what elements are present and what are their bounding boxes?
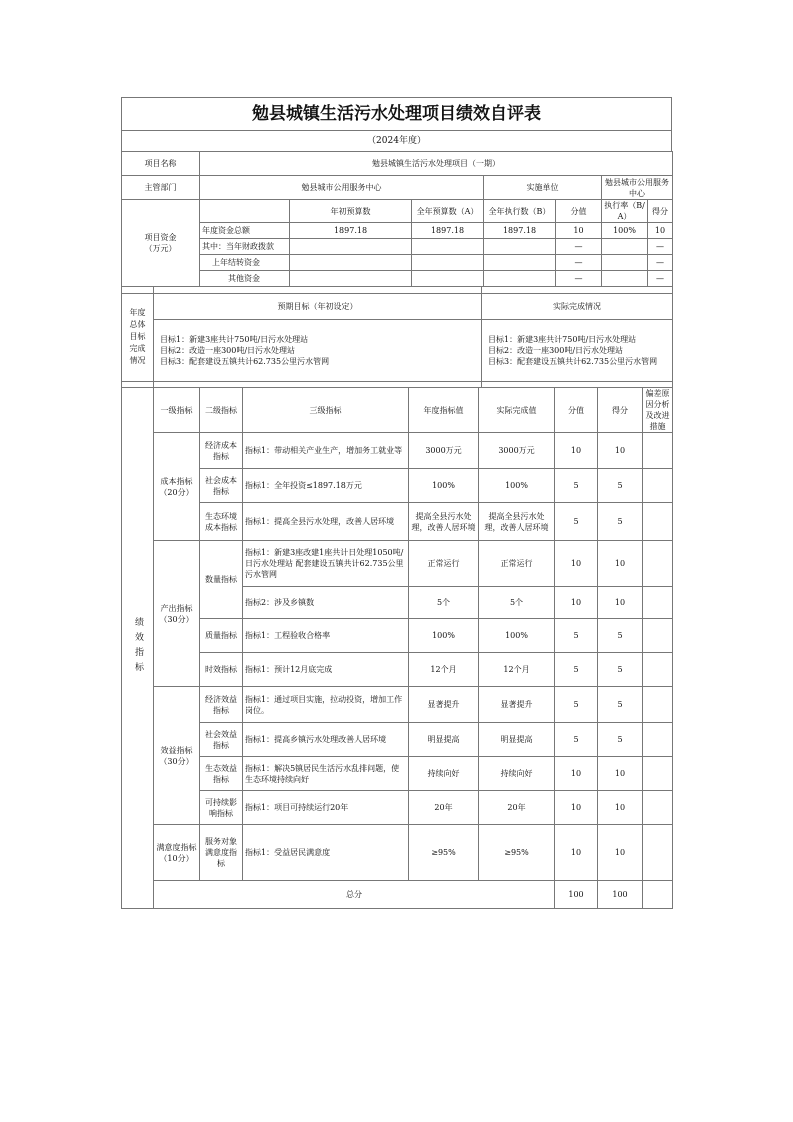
table-row: 可持续影响指标 指标1：项目可持续运行20年 20年 20年 10 10: [122, 791, 673, 825]
total-row: [122, 881, 673, 909]
header-score-value: 分值: [555, 388, 598, 433]
document-title: 勉县城镇生活污水处理项目绩效自评表: [121, 97, 672, 130]
funds-row: 上年结转资金 — —: [122, 255, 673, 271]
project-name-value: 勉县城镇生活污水处理项目（一期）: [200, 152, 673, 176]
table-row: 社会成本指标 指标1：全年投资≤1897.18万元 100% 100% 5 5: [122, 469, 673, 503]
funds-label: 项目资金 （万元）: [122, 200, 200, 287]
goals-table: [121, 287, 673, 387]
total-score: 100: [598, 881, 643, 909]
header-level3: 三级指标: [243, 388, 409, 433]
table-row: 指标2：涉及乡镇数 5个 5个 10 10: [122, 587, 673, 619]
year-label: （2024年度）: [121, 130, 672, 151]
funds-row: 其中：当年财政拨款 — —: [122, 239, 673, 255]
funds-header-score-value: 分值: [556, 200, 602, 223]
dept-label: 主管部门: [122, 176, 200, 200]
header-deviation: 偏差原因分析及改进措施: [643, 388, 673, 433]
indicators-section-label: 绩效指标: [122, 388, 154, 909]
total-score-value: 100: [555, 881, 598, 909]
header-level2: 二级指标: [200, 388, 243, 433]
level1-benefit: 效益指标（30分）: [154, 687, 200, 825]
actual-goals: 目标1：新建3座共计750吨/日污水处理站 目标2：改造一座300吨/日污水处理站 目标3：配套建设五镇共计62.735公里污水管网: [482, 319, 673, 381]
impl-label: 实施单位: [484, 176, 602, 200]
table-row: 成本指标（20分） 经济成本指标 指标1：带动相关产业生产，增加务工就业等 3000万元 3000万元 10 10: [122, 433, 673, 469]
funds-header-annual: 全年预算数（A）: [412, 200, 484, 223]
level1-output: 产出指标（30分）: [154, 541, 200, 687]
table-row: 生态效益指标 指标1：解决5镇居民生活污水乱排问题，使生态环境持续向好 持续向好 持续向好 10 10: [122, 757, 673, 791]
project-name-label: 项目名称: [122, 152, 200, 176]
project-info-table: [121, 151, 673, 287]
table-row: 产出指标（30分） 数量指标 指标1：新建3座改建1座共计日处理1050吨/日污水处理站 配套建设五镇共计62.735公里污水管网 正常运行 正常运行 10 10: [122, 541, 673, 587]
evaluation-sheet: [121, 97, 672, 909]
table-row: 质量指标 指标1：工程验收合格率 100% 100% 5 5: [122, 619, 673, 653]
level1-cost: 成本指标（20分）: [154, 433, 200, 541]
table-row: 效益指标（30分） 经济效益指标 指标1：通过项目实施，拉动投资，增加工作岗位。 显著提升 显著提升 5 5: [122, 687, 673, 723]
funds-header-score: 得分: [648, 200, 673, 223]
indicators-table: [121, 387, 673, 909]
header-score: 得分: [598, 388, 643, 433]
expected-goals: 目标1：新建3座共计750吨/日污水处理站 目标2：改造一座300吨/日污水处理站 目标3：配套建设五镇共计62.735公里污水管网: [154, 319, 482, 381]
funds-header-exec: 全年执行数（B）: [484, 200, 556, 223]
funds-header-rate: 执行率（B/A）: [602, 200, 648, 223]
funds-header-blank: [200, 200, 290, 223]
header-actual: 实际完成值: [479, 388, 555, 433]
funds-row: 年度资金总额 1897.18 1897.18 1897.18 10 100% 10: [122, 223, 673, 239]
total-label: 总分: [154, 881, 555, 909]
dept-value: 勉县城市公用服务中心: [200, 176, 484, 200]
expected-goals-header: 预期目标（年初设定）: [154, 293, 482, 319]
goals-label: 年度总体目标完成情况: [122, 293, 154, 381]
table-row: 满意度指标（10分） 服务对象满意度指标 指标1：受益居民满意度 ≥95% ≥95% 10 10: [122, 825, 673, 881]
level1-satisfaction: 满意度指标（10分）: [154, 825, 200, 881]
total-deviation: [643, 881, 673, 909]
actual-goals-header: 实际完成情况: [482, 293, 673, 319]
header-target: 年度指标值: [409, 388, 479, 433]
funds-header-initial: 年初预算数: [290, 200, 412, 223]
table-row: 生态环境成本指标 指标1：提高全县污水处理，改善人居环境 提高全县污水处理，改善人居环境 提高全县污水处理，改善人居环境 5 5: [122, 503, 673, 541]
impl-value: 勉县城市公用服务中心: [602, 176, 673, 200]
table-row: 时效指标 指标1：预计12月底完成 12个月 12个月 5 5: [122, 653, 673, 687]
funds-row: 其他资金 — —: [122, 271, 673, 287]
header-level1: 一级指标: [154, 388, 200, 433]
table-row: 社会效益指标 指标1：提高乡镇污水处理改善人居环境 明显提高 明显提高 5 5: [122, 723, 673, 757]
